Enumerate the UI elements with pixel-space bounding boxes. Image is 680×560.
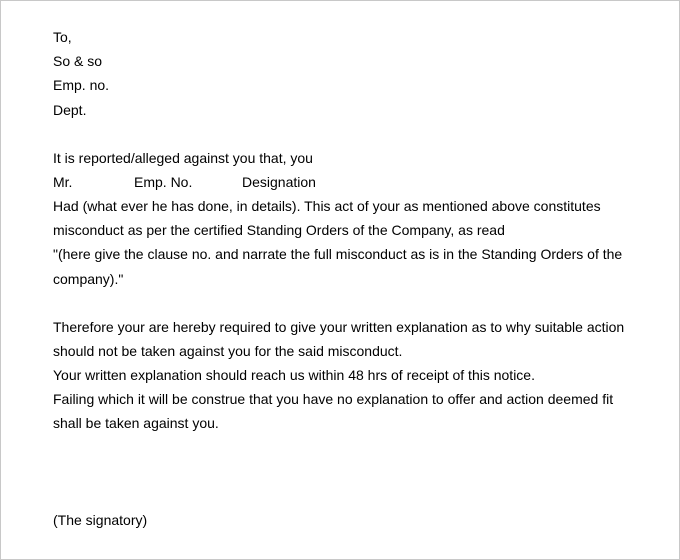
field-mr: Mr. — [53, 174, 73, 190]
body-line: misconduct as per the certified Standing Orders of the Company, as read — [53, 222, 505, 238]
address-dept: Dept. — [53, 102, 87, 118]
address-to: To, — [53, 29, 72, 45]
intro-line: It is reported/alleged against you that, you — [53, 150, 313, 166]
signatory: (The signatory) — [53, 512, 148, 528]
explanation-line: shall be taken against you. — [53, 415, 219, 431]
address-emp-no: Emp. no. — [53, 77, 110, 93]
field-emp-no: Emp. No. — [134, 174, 193, 190]
explanation-line: Therefore your are hereby required to give your written explanation as to why suitable action — [53, 319, 625, 335]
address-name: So & so — [53, 53, 103, 69]
body-line: company)." — [53, 271, 124, 287]
field-designation: Designation — [242, 174, 316, 190]
body-line: Had (what ever he has done, in details). This act of your as mentioned above constitutes — [53, 198, 601, 214]
body-line: "(here give the clause no. and narrate the full misconduct as is in the Standing Orders of the — [53, 246, 623, 262]
explanation-line: Failing which it will be construe that you have no explanation to offer and action deemed fit — [53, 391, 614, 407]
explanation-line: Your written explanation should reach us within 48 hrs of receipt of this notice. — [53, 367, 535, 383]
explanation-line: should not be taken against you for the said misconduct. — [53, 343, 403, 359]
